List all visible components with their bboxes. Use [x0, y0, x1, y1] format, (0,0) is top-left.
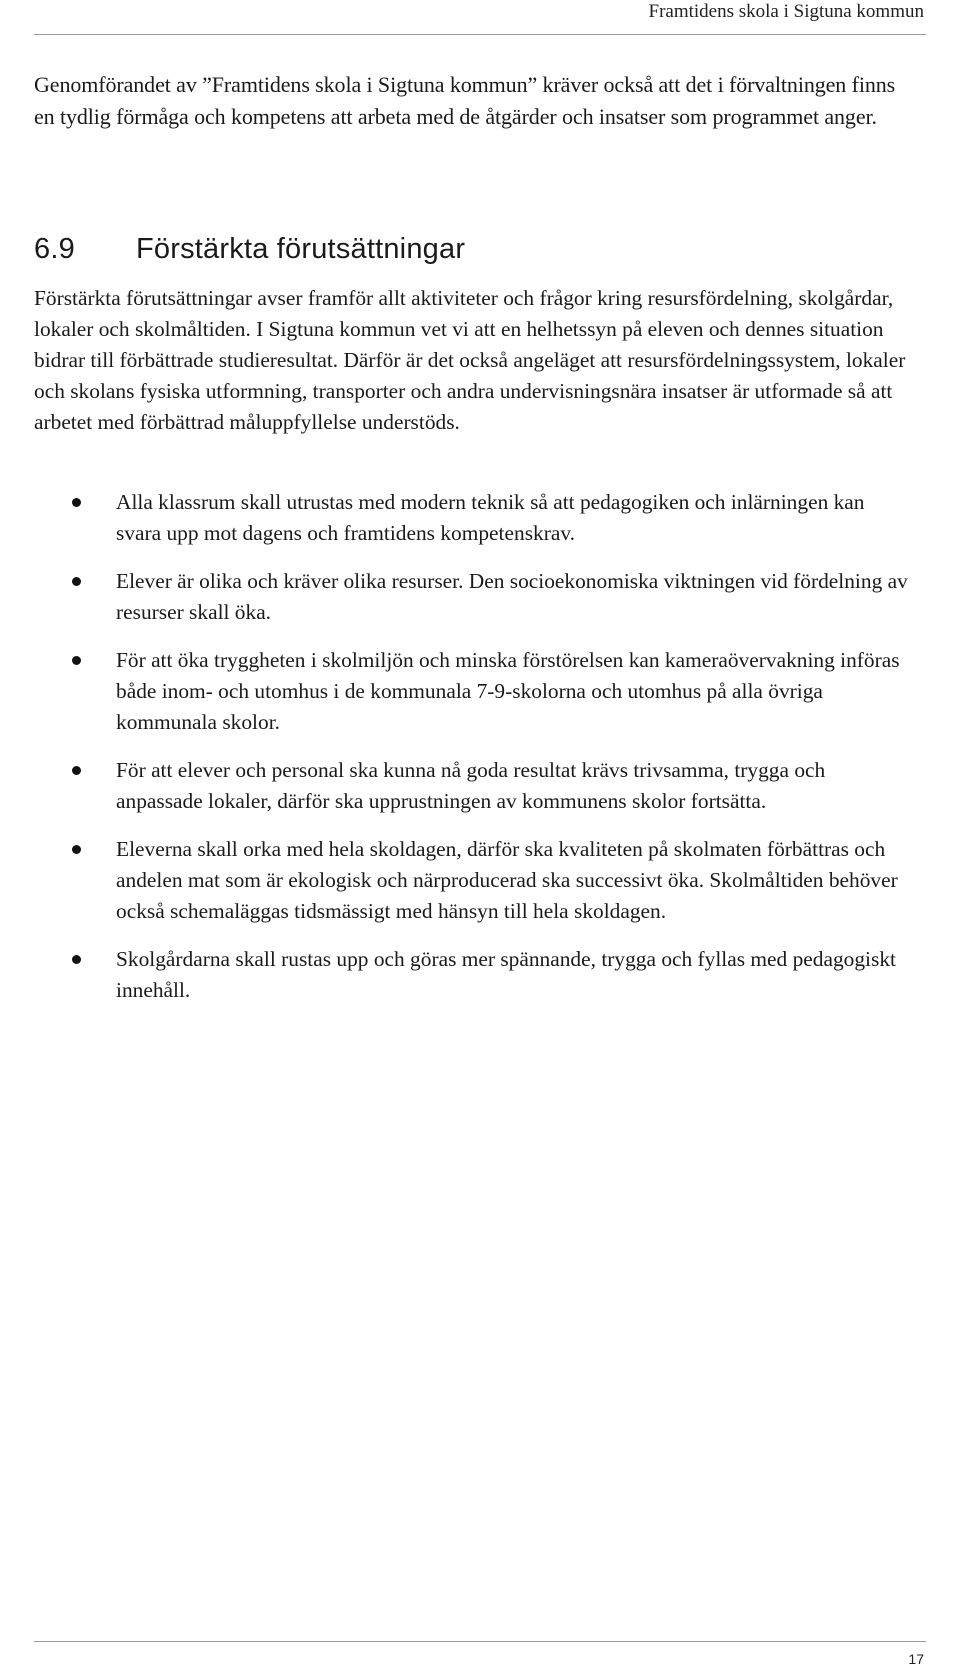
section-number: 6.9 — [34, 233, 75, 265]
list-item — [34, 944, 914, 1006]
running-header: Framtidens skola i Sigtuna kommun — [648, 1, 924, 22]
intro-paragraph: Genomförandet av ”Framtidens skola i Sigtuna kommun” kräver också att det i förvaltningen finns en tydlig förmåga och kompetens att arbeta med de åtgärder och insatser som programmet anger. — [34, 72, 896, 129]
bullet-dot-icon — [72, 577, 81, 586]
list-item-text: Elever är olika och kräver olika resurser. Den socioekonomiska viktningen vid fördelning av resurser skall öka. — [116, 569, 908, 624]
bullet-dot-icon — [72, 766, 81, 775]
bullet-dot-icon — [72, 955, 81, 964]
list-item-text: För att öka tryggheten i skolmiljön och minska förstörelsen kan kameraövervakning införas både inom- och utomhus i de kommunala 7-9-skolorna och utomhus på alla övriga kommunala skolor. — [116, 648, 900, 734]
list-item-text: Skolgårdarna skall rustas upp och göras mer spännande, trygga och fyllas med pedagogiskt innehåll. — [116, 947, 896, 1002]
list-item-text: Eleverna skall orka med hela skoldagen, därför ska kvaliteten på skolmaten förbättras och andelen mat som är ekologisk och närproducerad ska successivt öka. Skolmåltiden behöver också schemaläggas tidsmässigt med hänsyn till hela skoldagen. — [116, 837, 898, 923]
bullet-dot-icon — [72, 845, 81, 854]
list-item-text: Alla klassrum skall utrustas med modern teknik så att pedagogiken och inlärningen kan svara upp mot dagens och framtidens kompetenskrav. — [116, 490, 865, 545]
list-item — [34, 645, 914, 738]
list-item — [34, 834, 914, 927]
bullet-dot-icon — [72, 656, 81, 665]
footer-divider — [34, 1641, 926, 1642]
page-number: 17 — [908, 1651, 924, 1667]
list-item — [34, 566, 914, 628]
bullet-dot-icon — [72, 498, 81, 507]
section-title: Förstärkta förutsättningar — [136, 233, 466, 265]
header-divider — [34, 34, 926, 35]
list-item-text: För att elever och personal ska kunna nå goda resultat krävs trivsamma, trygga och anpassade lokaler, därför ska upprustningen av kommunens skolor fortsätta. — [116, 758, 826, 813]
section-body-paragraph: Förstärkta förutsättningar avser framför allt aktiviteter och frågor kring resursfördelning, skolgårdar, lokaler och skolmåltiden. I Sigtuna kommun vet vi att en helhetssyn på eleven och dennes situation bidrar till förbättrade studieresultat. Därför är det också angeläget att resursfördelningssystem, lokaler och skolans fysiska utformning, transporter och andra undervisningsnära insatser är utformade så att arbetet med förbättrad måluppfyllelse understöds. — [34, 286, 906, 434]
list-item — [34, 487, 914, 549]
bullet-list — [34, 487, 914, 1023]
list-item — [34, 755, 914, 817]
section-heading — [34, 229, 465, 269]
